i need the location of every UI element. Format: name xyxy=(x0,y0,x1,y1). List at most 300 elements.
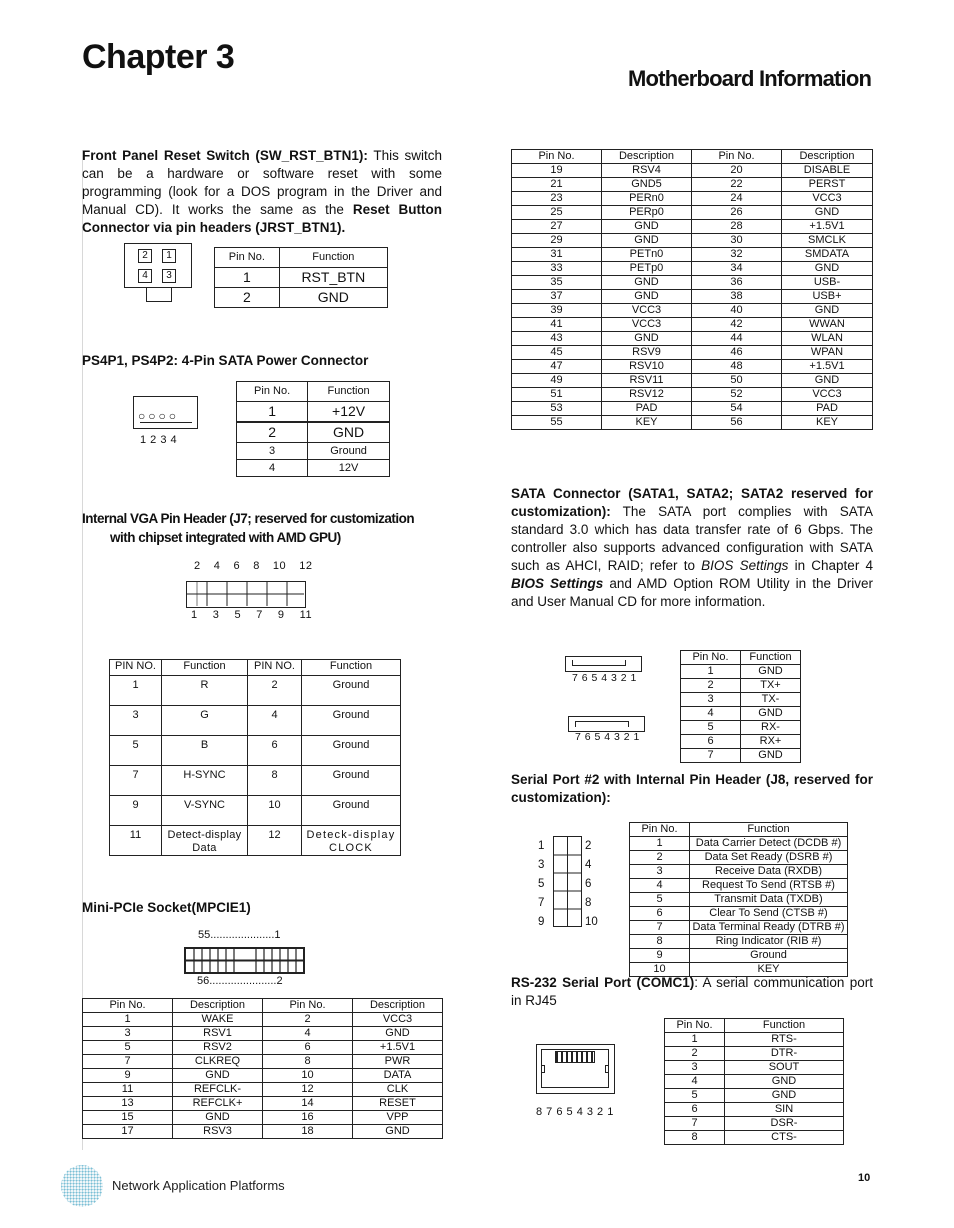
table-header: Function xyxy=(302,660,401,676)
table-header: Function xyxy=(741,651,801,665)
table-row xyxy=(630,837,848,851)
cell: 26 xyxy=(692,206,782,220)
cell: USB- xyxy=(782,276,873,290)
sata-heading: SATA Connector (SATA1, SATA2; SATA2 reserved for customization): xyxy=(511,486,873,519)
cell: 37 xyxy=(512,290,602,304)
cell: 2 xyxy=(215,288,280,308)
cell: Clear To Send (CTSB #) xyxy=(690,907,848,921)
table-row xyxy=(630,949,848,963)
table-row xyxy=(110,706,401,736)
cell: PWR xyxy=(353,1055,443,1069)
table-row xyxy=(681,693,801,707)
cell: 1 xyxy=(83,1013,173,1027)
cell: 8 xyxy=(248,766,302,796)
table-header: Function xyxy=(690,823,848,837)
cell: 46 xyxy=(692,346,782,360)
serial2-right-pins xyxy=(585,837,598,932)
cell: Ground xyxy=(302,736,401,766)
section-title: Motherboard Information xyxy=(628,66,872,91)
table-row xyxy=(665,1033,844,1047)
vga-table xyxy=(109,659,401,856)
cell: 43 xyxy=(512,332,602,346)
vga-heading-line1: Internal VGA Pin Header (J7; reserved for customization xyxy=(82,511,415,526)
cell: 10 xyxy=(263,1069,353,1083)
mpcie-table-left xyxy=(82,998,443,1139)
cell: 33 xyxy=(512,262,602,276)
sata-text: and AMD Option ROM Utility in the Driver and User Manual CD for more information. xyxy=(511,576,873,609)
cell: V-SYNC xyxy=(162,796,248,826)
cell: VCC3 xyxy=(353,1013,443,1027)
cell: GND xyxy=(602,276,692,290)
cell: WLAN xyxy=(782,332,873,346)
cell: SMCLK xyxy=(782,234,873,248)
sata-table xyxy=(680,650,801,763)
cell: GND xyxy=(741,665,801,679)
cell: 48 xyxy=(692,360,782,374)
cell: RSV12 xyxy=(602,388,692,402)
cell: 53 xyxy=(512,402,602,416)
cell: 5 xyxy=(110,736,162,766)
cell: GND xyxy=(782,304,873,318)
cell: 36 xyxy=(692,276,782,290)
table-row xyxy=(665,1075,844,1089)
cell: 6 xyxy=(630,907,690,921)
cell: 2 xyxy=(237,422,308,443)
table-row xyxy=(665,1103,844,1117)
cell: 7 xyxy=(83,1055,173,1069)
cell: B xyxy=(162,736,248,766)
cell: 7 xyxy=(681,749,741,763)
table-row xyxy=(110,796,401,826)
cell: 56 xyxy=(692,416,782,430)
cell: PETp0 xyxy=(602,262,692,276)
cell: CLKREQ xyxy=(173,1055,263,1069)
pin-number: 5 xyxy=(538,878,545,890)
cell: 11 xyxy=(110,826,162,856)
cell: 3 xyxy=(237,443,308,460)
table-row xyxy=(512,402,873,416)
table-row xyxy=(83,1097,443,1111)
table-row xyxy=(681,721,801,735)
cell: 4 xyxy=(263,1027,353,1041)
table-row xyxy=(681,679,801,693)
cell: 4 xyxy=(681,707,741,721)
cell: 47 xyxy=(512,360,602,374)
cell: 1 xyxy=(665,1033,725,1047)
cell: DISABLE xyxy=(782,164,873,178)
table-row xyxy=(83,1027,443,1041)
cell: 21 xyxy=(512,178,602,192)
cell: 3 xyxy=(83,1027,173,1041)
company-logo xyxy=(60,1164,104,1208)
table-row xyxy=(215,288,388,308)
pin-number: 4 xyxy=(585,859,592,871)
table-row xyxy=(215,268,388,288)
cell: WPAN xyxy=(782,346,873,360)
table-row xyxy=(512,416,873,430)
cell: WWAN xyxy=(782,318,873,332)
cell: Ring Indicator (RIB #) xyxy=(690,935,848,949)
table-row xyxy=(630,893,848,907)
rs232-paragraph xyxy=(511,974,873,1010)
cell: 5 xyxy=(630,893,690,907)
rj45-connector xyxy=(536,1044,615,1094)
cell: 45 xyxy=(512,346,602,360)
cell: GND xyxy=(602,220,692,234)
cell: 55 xyxy=(512,416,602,430)
cell: +12V xyxy=(308,402,390,423)
cell: Ground xyxy=(302,706,401,736)
sata-bold-italic: BIOS Settings xyxy=(511,576,604,591)
table-row xyxy=(237,460,390,477)
cell: 2 xyxy=(681,679,741,693)
cell: 4 xyxy=(630,879,690,893)
table-row xyxy=(665,1117,844,1131)
cell: 6 xyxy=(665,1103,725,1117)
table-row xyxy=(512,234,873,248)
cell: RSV4 xyxy=(602,164,692,178)
table-row xyxy=(237,422,390,443)
table-row xyxy=(512,262,873,276)
table-header: PIN NO. xyxy=(110,660,162,676)
reset-bold-text: Reset Button Connector via pin headers (JRST_BTN1). xyxy=(82,202,442,235)
table-row xyxy=(512,178,873,192)
cell: RSV9 xyxy=(602,346,692,360)
cell: +1.5V1 xyxy=(782,220,873,234)
cell: R xyxy=(162,676,248,706)
chapter-title: Chapter 3 xyxy=(82,38,235,76)
cell: 12 xyxy=(263,1083,353,1097)
cell: 1 xyxy=(237,402,308,423)
table-header: Description xyxy=(602,150,692,164)
cell: GND xyxy=(782,374,873,388)
cell: DATA xyxy=(353,1069,443,1083)
table-header: Pin No. xyxy=(665,1019,725,1033)
power-table xyxy=(236,381,390,477)
mpcie-top-label: 55.....................1 xyxy=(198,929,281,941)
cell: KEY xyxy=(690,963,848,977)
table-header: Pin No. xyxy=(630,823,690,837)
cell: GND xyxy=(725,1075,844,1089)
table-row xyxy=(681,735,801,749)
table-header: Pin No. xyxy=(215,248,280,268)
cell: 29 xyxy=(512,234,602,248)
pin-number: 7 xyxy=(538,897,545,909)
cell: 51 xyxy=(512,388,602,402)
table-header: Description xyxy=(782,150,873,164)
cell: G xyxy=(162,706,248,736)
table-row xyxy=(512,318,873,332)
cell: 30 xyxy=(692,234,782,248)
vga-bottom-pins: 1 3 5 7 9 11 xyxy=(191,609,313,621)
cell: 11 xyxy=(83,1083,173,1097)
cell: Request To Send (RTSB #) xyxy=(690,879,848,893)
sata-pin-label-2: 7 6 5 4 3 2 1 xyxy=(575,731,640,743)
cell: 19 xyxy=(512,164,602,178)
cell: GND xyxy=(741,707,801,721)
table-row xyxy=(512,374,873,388)
power-connector: ○○○○ xyxy=(133,396,198,429)
table-row xyxy=(512,388,873,402)
cell: 6 xyxy=(263,1041,353,1055)
cell: RESET xyxy=(353,1097,443,1111)
pin-number: 3 xyxy=(538,859,545,871)
cell: 1 xyxy=(215,268,280,288)
cell: 10 xyxy=(630,963,690,977)
cell: 4 xyxy=(237,460,308,477)
cell: 4 xyxy=(248,706,302,736)
cell: 8 xyxy=(665,1131,725,1145)
rs232-pin-label: 8 7 6 5 4 3 2 1 xyxy=(536,1106,614,1118)
pin-number: 8 xyxy=(585,897,592,909)
cell: 31 xyxy=(512,248,602,262)
cell: 39 xyxy=(512,304,602,318)
table-row xyxy=(630,879,848,893)
table-row xyxy=(512,192,873,206)
cell: 2 xyxy=(665,1047,725,1061)
cell: GND xyxy=(308,422,390,443)
serial2-connector xyxy=(553,836,582,927)
mpcie-heading: Mini-PCIe Socket(MPCIE1) xyxy=(82,900,251,915)
cell: RX- xyxy=(741,721,801,735)
cell: GND xyxy=(173,1069,263,1083)
reset-pin: 2 xyxy=(138,249,152,263)
cell: PAD xyxy=(782,402,873,416)
table-row xyxy=(83,1055,443,1069)
table-row xyxy=(630,921,848,935)
table-header: PIN NO. xyxy=(248,660,302,676)
cell: 27 xyxy=(512,220,602,234)
cell: 20 xyxy=(692,164,782,178)
cell: GND xyxy=(173,1111,263,1125)
cell: VPP xyxy=(353,1111,443,1125)
cell: PAD xyxy=(602,402,692,416)
cell: 18 xyxy=(263,1125,353,1139)
table-row xyxy=(681,707,801,721)
table-row xyxy=(512,164,873,178)
table-header: Function xyxy=(279,248,387,268)
cell: Ground xyxy=(302,766,401,796)
cell: 8 xyxy=(263,1055,353,1069)
table-row xyxy=(83,1069,443,1083)
table-row xyxy=(512,304,873,318)
table-row xyxy=(110,676,401,706)
table-row xyxy=(512,206,873,220)
table-header: Function xyxy=(162,660,248,676)
table-row xyxy=(83,1111,443,1125)
table-row xyxy=(681,665,801,679)
cell: SOUT xyxy=(725,1061,844,1075)
table-row xyxy=(630,935,848,949)
reset-paragraph xyxy=(82,147,442,237)
sata-connector-1 xyxy=(565,656,642,672)
power-heading: PS4P1, PS4P2: 4-Pin SATA Power Connector xyxy=(82,353,369,368)
cell: 24 xyxy=(692,192,782,206)
table-row xyxy=(512,360,873,374)
cell: 16 xyxy=(263,1111,353,1125)
cell: 28 xyxy=(692,220,782,234)
table-header: Pin No. xyxy=(512,150,602,164)
cell: Data Set Ready (DSRB #) xyxy=(690,851,848,865)
table-row xyxy=(665,1061,844,1075)
cell: USB+ xyxy=(782,290,873,304)
table-row xyxy=(681,749,801,763)
cell: PERST xyxy=(782,178,873,192)
cell: 7 xyxy=(665,1117,725,1131)
reset-heading: Front Panel Reset Switch (SW_RST_BTN1): xyxy=(82,148,368,163)
cell: 50 xyxy=(692,374,782,388)
cell: 13 xyxy=(83,1097,173,1111)
cell: 15 xyxy=(83,1111,173,1125)
cell: GND xyxy=(741,749,801,763)
table-header: Description xyxy=(353,999,443,1013)
cell: 9 xyxy=(110,796,162,826)
vga-connector xyxy=(186,581,306,608)
cell: PERn0 xyxy=(602,192,692,206)
cell: SIN xyxy=(725,1103,844,1117)
cell: 17 xyxy=(83,1125,173,1139)
cell: RSV11 xyxy=(602,374,692,388)
pin-number: 2 xyxy=(585,840,592,852)
cell: 7 xyxy=(630,921,690,935)
sata-connector-2 xyxy=(568,716,645,732)
cell: 9 xyxy=(83,1069,173,1083)
cell: GND xyxy=(353,1125,443,1139)
cell: 5 xyxy=(681,721,741,735)
table-row xyxy=(630,851,848,865)
cell: 3 xyxy=(665,1061,725,1075)
cell: RST_BTN xyxy=(279,268,387,288)
cell: 25 xyxy=(512,206,602,220)
mpcie-bottom-label: 56......................2 xyxy=(197,975,283,987)
pin-number: 6 xyxy=(585,878,592,890)
cell: DTR- xyxy=(725,1047,844,1061)
table-row xyxy=(512,346,873,360)
cell: 5 xyxy=(665,1089,725,1103)
serial2-table xyxy=(629,822,848,977)
cell: Deteck-display CLOCK xyxy=(302,826,401,856)
table-row xyxy=(512,332,873,346)
cell: REFCLK+ xyxy=(173,1097,263,1111)
cell: GND xyxy=(782,206,873,220)
table-row xyxy=(665,1047,844,1061)
cell: Data Carrier Detect (DCDB #) xyxy=(690,837,848,851)
table-row xyxy=(512,248,873,262)
cell: GND xyxy=(782,262,873,276)
cell: 44 xyxy=(692,332,782,346)
cell: 12 xyxy=(248,826,302,856)
cell: Ground xyxy=(302,796,401,826)
cell: CTS- xyxy=(725,1131,844,1145)
cell: 1 xyxy=(630,837,690,851)
cell: 42 xyxy=(692,318,782,332)
cell: 4 xyxy=(665,1075,725,1089)
reset-connector xyxy=(124,243,192,288)
cell: REFCLK- xyxy=(173,1083,263,1097)
table-row xyxy=(512,290,873,304)
cell: 6 xyxy=(681,735,741,749)
serial2-left-pins xyxy=(538,837,544,932)
footer-text: Network Application Platforms xyxy=(112,1178,285,1193)
cell: GND xyxy=(602,332,692,346)
sata-italic: BIOS Settings xyxy=(701,558,789,573)
cell: Transmit Data (TXDB) xyxy=(690,893,848,907)
cell: VCC3 xyxy=(602,304,692,318)
cell: 8 xyxy=(630,935,690,949)
cell: RSV2 xyxy=(173,1041,263,1055)
cell: H-SYNC xyxy=(162,766,248,796)
cell: 38 xyxy=(692,290,782,304)
table-row xyxy=(83,1083,443,1097)
cell: PETn0 xyxy=(602,248,692,262)
cell: Ground xyxy=(308,443,390,460)
serial2-heading: Serial Port #2 with Internal Pin Header (J8, reserved for customization): xyxy=(511,772,873,805)
rs232-heading: RS-232 Serial Port (COMC1) xyxy=(511,975,695,990)
cell: Data Terminal Ready (DTRB #) xyxy=(690,921,848,935)
mpcie-connector xyxy=(184,947,305,974)
cell: 35 xyxy=(512,276,602,290)
cell: 22 xyxy=(692,178,782,192)
sata-paragraph xyxy=(511,485,873,611)
reset-pin: 1 xyxy=(162,249,176,263)
cell: 49 xyxy=(512,374,602,388)
reset-pin: 3 xyxy=(162,269,176,283)
vga-top-pins: 2 4 6 8 10 12 xyxy=(194,560,313,572)
cell: KEY xyxy=(602,416,692,430)
cell: GND5 xyxy=(602,178,692,192)
cell: 10 xyxy=(248,796,302,826)
table-row xyxy=(630,865,848,879)
cell: SMDATA xyxy=(782,248,873,262)
cell: 12V xyxy=(308,460,390,477)
cell: 23 xyxy=(512,192,602,206)
table-header: Pin No. xyxy=(83,999,173,1013)
table-header: Pin No. xyxy=(263,999,353,1013)
cell: VCC3 xyxy=(782,388,873,402)
vga-heading xyxy=(82,509,444,547)
cell: +1.5V1 xyxy=(782,360,873,374)
table-row xyxy=(110,736,401,766)
table-header: Pin No. xyxy=(692,150,782,164)
cell: 2 xyxy=(630,851,690,865)
cell: 32 xyxy=(692,248,782,262)
page-number: 10 xyxy=(858,1172,871,1184)
table-row xyxy=(665,1131,844,1145)
cell: 14 xyxy=(263,1097,353,1111)
cell: PERp0 xyxy=(602,206,692,220)
cell: +1.5V1 xyxy=(353,1041,443,1055)
cell: RX+ xyxy=(741,735,801,749)
cell: 3 xyxy=(630,865,690,879)
cell: DSR- xyxy=(725,1117,844,1131)
reset-table xyxy=(214,247,388,308)
cell: 2 xyxy=(248,676,302,706)
cell: 3 xyxy=(110,706,162,736)
cell: VCC3 xyxy=(782,192,873,206)
cell: Receive Data (RXDB) xyxy=(690,865,848,879)
sata-text: in Chapter 4 xyxy=(788,558,874,573)
table-header: Pin No. xyxy=(237,382,308,402)
power-pin-label: 1 2 3 4 xyxy=(140,434,178,446)
cell: GND xyxy=(602,290,692,304)
sata-pin-label-1: 7 6 5 4 3 2 1 xyxy=(572,672,637,684)
cell: 9 xyxy=(630,949,690,963)
reset-text: This switch can be a hardware or software reset with some programming (look for a DOS program in the Driver and Manual CD). It works the same as the xyxy=(82,148,442,217)
cell: 6 xyxy=(248,736,302,766)
table-row xyxy=(237,402,390,423)
table-row xyxy=(110,826,401,856)
pin-number: 10 xyxy=(585,916,598,928)
